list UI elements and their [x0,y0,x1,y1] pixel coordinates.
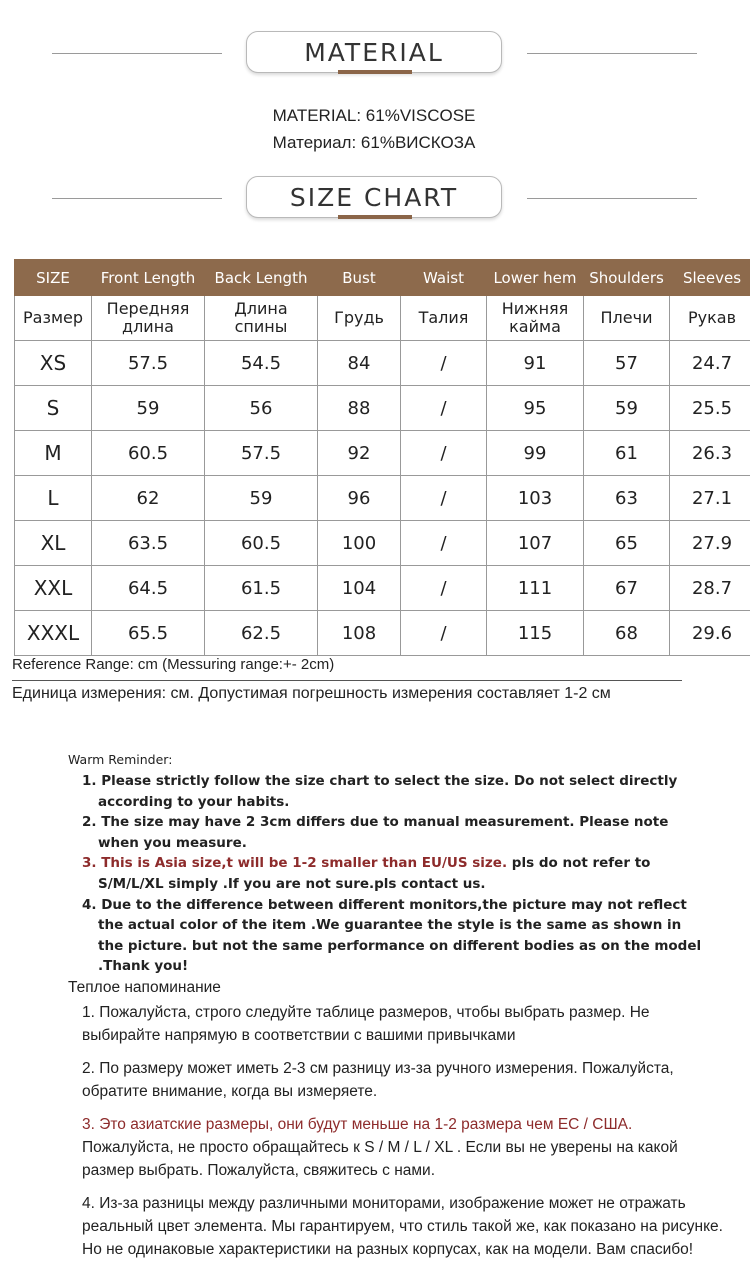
header-cell: Back Length [205,260,318,296]
warm-reminder-en [68,752,708,977]
header-cell: Shoulders [584,260,670,296]
measurement-cell: 111 [487,566,584,611]
measurement-cell: 96 [318,476,401,521]
warm-reminder-title-ru: Теплое напоминание [68,979,221,996]
measurement-cell: 57 [584,341,670,386]
measurement-cell: 60.5 [92,431,205,476]
measurement-cell: / [401,566,487,611]
measurement-cell: 59 [584,386,670,431]
reminder-item-ru: 1. Пожалуйста, строго следуйте таблице размеров, чтобы выбрать размер. Не выбирайте напрямую в соответствии с вашими привычками [82,1004,650,1044]
table-row [15,431,750,476]
divider-left [52,53,222,54]
reminder-text-ru: Пожалуйста, не просто обращайтесь к S / M / L / XL . Если вы не уверены на какой размер выбрать. Пожалуйста, свяжитесь с нами. [82,1139,678,1179]
reminder-item: 1. Please strictly follow the size chart to select the size. Do not select directly according to your habits. [82,773,678,810]
table-row [15,341,750,386]
reminder-item: 2. The size may have 2 3cm differs due to manual measurement. Please note when you measure. [82,814,669,851]
ru-header-cell [205,296,318,341]
reminder-item-ru [82,1113,728,1182]
header-cell: Lower hem [487,260,584,296]
measurement-cell: 91 [487,341,584,386]
reminder-text: pls do not refer to S/M/L/XL simply .If you are not sure.pls contact us. [98,855,651,892]
reminder-item: 4. Due to the difference between different monitors,the picture may not reflect the actual color of the item .We guarantee the style is the same as shown in the picture. but not the same performance on different bodies as on the model .Thank you! [82,896,702,975]
measurement-cell: 61 [584,431,670,476]
reminder-item [68,853,708,894]
measurement-cell: 115 [487,611,584,656]
measurement-cell: / [401,431,487,476]
size-label-cell: XXXL [15,611,92,656]
ru-header-line: Передняя [106,299,190,318]
ru-header-line: спины [234,317,288,336]
measurement-cell: 92 [318,431,401,476]
warm-reminder-title: Warm Reminder: [68,752,173,767]
ru-header-line: Талия [418,308,469,327]
title-accent-bar [338,215,412,219]
ru-header-cell [670,296,750,341]
section-title: SIZE CHART [246,176,502,218]
measurement-cell: 59 [92,386,205,431]
measurement-cell: 108 [318,611,401,656]
reference-range-ru: Единица измерения: см. Допустимая погрешность измерения составляет 1-2 см [12,685,611,702]
header-cell: Waist [401,260,487,296]
measurement-cell: 95 [487,386,584,431]
table-row [15,386,750,431]
size-label-cell: L [15,476,92,521]
measurement-cell: 63.5 [92,521,205,566]
size-label-cell: XS [15,341,92,386]
reminder-list [68,771,708,977]
measurement-cell: 62 [92,476,205,521]
measurement-cell: 67 [584,566,670,611]
measurement-cell: 24.7 [670,341,750,386]
material-ru: Материал: 61%ВИСКОЗА [272,133,476,152]
ru-header-cell [92,296,205,341]
size-table [14,259,750,656]
measurement-cell: 99 [487,431,584,476]
material-composition [0,102,750,156]
measurement-cell: 88 [318,386,401,431]
measurement-cell: 61.5 [205,566,318,611]
size-chart-header [0,176,750,222]
measurement-cell: 107 [487,521,584,566]
table-row [15,566,750,611]
ru-header-line: кайма [509,317,561,336]
header-cell: Sleeves [670,260,750,296]
measurement-cell: / [401,386,487,431]
ru-header-line: Грудь [334,308,384,327]
measurement-cell: 57.5 [205,431,318,476]
divider-right [527,198,697,199]
table-ru-header-row [15,296,750,341]
measurement-cell: 27.9 [670,521,750,566]
ru-header-line: длина [122,317,174,336]
measurement-cell: 28.7 [670,566,750,611]
warm-reminder-ru [68,978,728,1271]
ru-header-line: Размер [22,308,84,327]
measurement-cell: 65.5 [92,611,205,656]
measurement-cell: 25.5 [670,386,750,431]
measurement-cell: 27.1 [670,476,750,521]
ru-header-cell [584,296,670,341]
measurement-cell: 57.5 [92,341,205,386]
reminder-item-ru: 4. Из-за разницы между различными мониторами, изображение может не отражать реальный цвет элемента. Мы гарантируем, что стиль такой же, как показано на рисунке. Но не одинаковые характеристики на разных корпусах, как на модели. Вам спасибо! [82,1195,723,1258]
table-row [15,476,750,521]
header-cell: Bust [318,260,401,296]
measurement-cell: 100 [318,521,401,566]
reminder-highlight: 3. This is Asia size,t will be 1-2 smaller than EU/US size. [82,855,508,872]
ru-header-cell [15,296,92,341]
reference-divider [12,680,682,681]
reminder-highlight-ru: 3. Это азиатские размеры, они будут меньше на 1-2 размера чем ЕС / США. [82,1116,633,1133]
size-label-cell: XL [15,521,92,566]
ru-header-cell [487,296,584,341]
ru-header-cell [318,296,401,341]
measurement-cell: 29.6 [670,611,750,656]
measurement-cell: 84 [318,341,401,386]
ru-header-line: Плечи [600,308,653,327]
measurement-cell: 60.5 [205,521,318,566]
reminder-item-ru: 2. По размеру может иметь 2-3 см разницу из-за ручного измерения. Пожалуйста, обратите внимание, когда вы измеряете. [82,1060,674,1100]
measurement-cell: 54.5 [205,341,318,386]
measurement-cell: 64.5 [92,566,205,611]
measurement-cell: 104 [318,566,401,611]
size-label-cell: S [15,386,92,431]
measurement-cell: 63 [584,476,670,521]
measurement-cell: 56 [205,386,318,431]
header-cell: Front Length [92,260,205,296]
ru-header-line: Рукав [687,308,736,327]
measurement-cell: 62.5 [205,611,318,656]
material-header [0,31,750,77]
ru-header-line: Длина [234,299,288,318]
measurement-cell: 103 [487,476,584,521]
material-en: MATERIAL: 61%VISCOSE [272,106,476,125]
title-accent-bar [338,70,412,74]
measurement-cell: 65 [584,521,670,566]
measurement-cell: 59 [205,476,318,521]
divider-right [527,53,697,54]
table-header-row [15,260,750,296]
reference-range-en: Reference Range: cm (Messuring range:+- 2cm) [12,656,335,673]
header-cell: SIZE [15,260,92,296]
ru-header-cell [401,296,487,341]
measurement-cell: / [401,611,487,656]
section-title: MATERIAL [246,31,502,73]
measurement-cell: / [401,341,487,386]
table-row [15,521,750,566]
measurement-cell: / [401,521,487,566]
measurement-cell: 68 [584,611,670,656]
ru-header-line: Нижняя [501,299,569,318]
table-row [15,611,750,656]
measurement-cell: 26.3 [670,431,750,476]
size-label-cell: M [15,431,92,476]
measurement-cell: / [401,476,487,521]
divider-left [52,198,222,199]
size-label-cell: XXL [15,566,92,611]
